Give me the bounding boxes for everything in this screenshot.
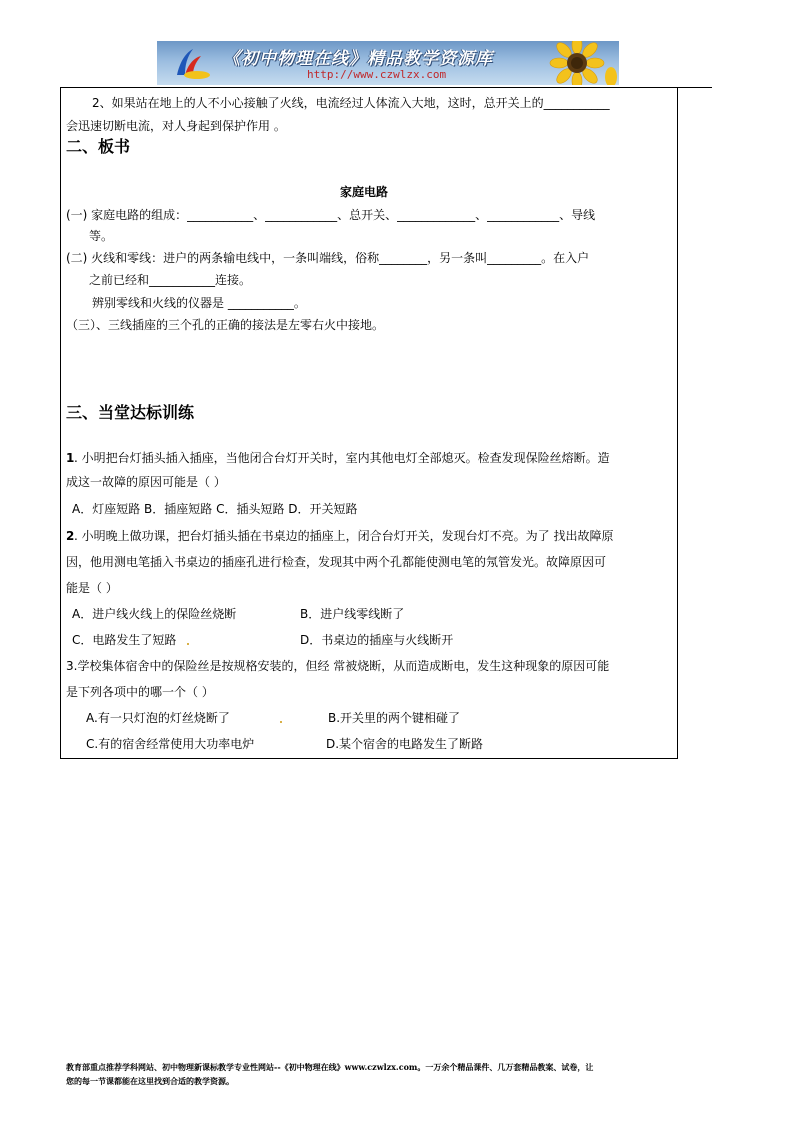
intro-q2-line1: 2、如果站在地上的人不小心接触了火线，电流经过人体流入大地，这时，总开关上的___________: [92, 96, 610, 110]
site-banner: [157, 41, 619, 85]
q3-line1: 3.学校集体宿舍中的保险丝是按规格安装的，但经 常被烧断，从而造成断电，发生这种现象的原因可能: [66, 659, 610, 673]
q2-number: 2: [66, 529, 75, 543]
board-item2-line2: 之前已经和___________连接。: [89, 273, 252, 287]
footer-line2: 您的每一节课都能在这里找到合适的教学资源。: [66, 1076, 234, 1086]
banner-url[interactable]: http://www.czwlzx.com: [307, 68, 447, 81]
board-item2-line3: 辨别零线和火线的仪器是 ___________。: [92, 296, 306, 310]
board-item2-line1: (二) 火线和零线：进户的两条输电线中，一条叫端线，俗称________，另一条叫_________。在入户: [66, 251, 590, 265]
q2-option-a: A．进户线火线上的保险丝烧断: [72, 607, 237, 621]
board-item3: （三）、三线插座的三个孔的正确的接法是左零右火中接地。: [66, 318, 385, 332]
stray-dot-mark: [187, 643, 189, 645]
q1-line1: . 小明把台灯插头插入插座，当他闭合台灯开关时，室内其他电灯全部熄灭。检查发现保险丝熔断。造: [74, 451, 610, 465]
board-title: 家庭电路: [340, 185, 389, 199]
q2-option-d: D．书桌边的插座与火线断开: [300, 633, 454, 647]
stray-dot-mark: [280, 721, 282, 723]
q3-option-b: B.开关里的两个键相碰了: [328, 711, 461, 725]
board-item1-line2: 等。: [89, 229, 114, 243]
q2-option-b: B．进户线零线断了: [300, 607, 405, 621]
board-item1-line1: (一) 家庭电路的组成：___________、____________、总开关、_____________、____________、导线: [66, 208, 596, 222]
footer-line1: 教育部重点推荐学科网站、初中物理新课标教学专业性网站--《初中物理在线》www.czwlzx.com。一万余个精品课件、几万套精品教案、试卷，让: [66, 1062, 594, 1072]
banner-title: 《初中物理在线》精品教学资源库: [223, 49, 493, 69]
intro-q2-line2: 会迅速切断电流，对人身起到保护作用 。: [66, 119, 286, 133]
q1-line2: 成这一故障的原因可能是（ ）: [66, 475, 226, 489]
q2-option-c: C．电路发生了短路: [72, 633, 177, 647]
site-logo-icon: [171, 47, 211, 81]
q1-number: 1: [66, 451, 75, 465]
sunflower-icon: [537, 41, 619, 85]
q3-option-d: D.某个宿舍的电路发生了断路: [326, 737, 484, 751]
q2-line3: 能是（ ）: [66, 581, 118, 595]
section-heading-board: 二、板书: [66, 137, 131, 156]
q1-options: A．灯座短路 B．插座短路 C．插头短路 D．开关短路: [72, 502, 358, 516]
q3-line2: 是下列各项中的哪一个（ ）: [66, 685, 214, 699]
q2-line1: . 小明晚上做功课，把台灯插头插在书桌边的插座上，闭合台灯开关，发现台灯不亮。为了 找出故障原: [74, 529, 614, 543]
q2-line2: 因，他用测电笔插入书桌边的插座孔进行检查，发现其中两个孔都能使测电笔的氖管发光。故障原因可: [66, 555, 607, 569]
q3-option-c: C.有的宿舍经常使用大功率电炉: [86, 737, 255, 751]
q3-option-a: A.有一只灯泡的灯丝烧断了: [86, 711, 230, 725]
section-heading-exercises: 三、当堂达标训练: [66, 403, 195, 422]
